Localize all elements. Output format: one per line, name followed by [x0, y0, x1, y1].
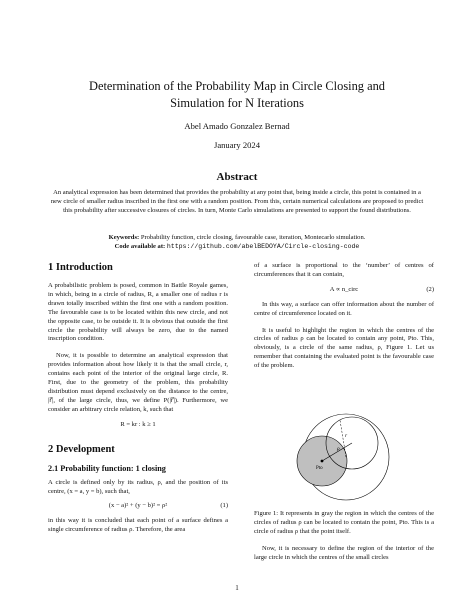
figure-label-r: r — [345, 433, 348, 439]
figure-caption: Figure 1: It represents in gray the region in which the centres of the circles of radius ρ can be located to contain the point, Pto. This is a circle of radius ρ that the point itself. — [254, 510, 434, 535]
point-pto — [321, 460, 324, 463]
keywords-label: Keywords: — [108, 234, 140, 241]
date: January 2024 — [213, 140, 261, 150]
code-link[interactable]: https://github.com/abelBEDOYA/Circle-closing-code — [166, 242, 360, 250]
section-heading-introduction: 1 Introduction — [48, 262, 113, 273]
figure-label-rho: ρ — [337, 446, 340, 452]
page-number: 1 — [235, 584, 239, 592]
abstract-heading: Abstract — [216, 171, 258, 183]
keywords-block — [0, 234, 474, 252]
keywords: Probability function, circle closing, favourable case, iteration, Montecarlo simulation. — [140, 234, 366, 241]
paragraph: in this way it is concluded that each point of a surface defines a single circumference of radius ρ. Therefore, the area — [48, 517, 228, 534]
paragraph: Now, it is necessary to define the region of the interior of the large circle in which the centres of the small circles — [254, 544, 434, 561]
right-column — [254, 262, 434, 371]
paragraph: It is useful to highlight the region in which the centres of the circles of radius ρ can be located to contain any point, Pto. This, obviously, is a circle of the same radius, ρ, Figure 1. Let us remember that containing the evaluated point is the favourable case of the problem. — [254, 326, 434, 370]
figure-label-pto: Pto — [316, 466, 323, 471]
abstract-text: An analytical expression has been determined that provides the probability at any point that, being inside a circle, this point is contained in a new circle of smaller radius inscribed in the first one with a random position. From this, certain numerical calculations are proposed to predict this probability after successive closures of circles. In turn, Monte Carlo simulations are presented to support the found distributions. — [50, 189, 424, 214]
paragraph: A circle is defined only by its radius, ρ, and the position of its centre, (x = a, y = b), such that, — [48, 478, 228, 495]
paragraph: Now, it is possible to determine an analytical expression that provides information about how likely it is that the small circle, r, contains each point of the interior of the original large circle, R. First, due to the geometry of the problem, this probability distribution must depend exclusively on the distance to the centre, |r⃗|, of the large circle, thus, we define P(|r⃗|). Furthermore, we consider an arbitrary circle relation, k, such that — [48, 352, 228, 413]
paragraph: In this way, a surface can offer information about the number of centre of circumference located on it. — [254, 300, 434, 317]
title-line-2: Simulation for N Iterations — [170, 95, 304, 110]
equation-number: (2) — [426, 285, 434, 293]
equation-2: A ∝ n_circ (2) — [329, 285, 434, 293]
equation-k: R = kr : k ≥ 1 — [120, 420, 156, 428]
figure-1 — [254, 413, 434, 503]
author: Abel Amado Gonzalez Bernad — [184, 121, 290, 131]
subsection-heading: 2.1 Probability function: 1 closing — [48, 463, 166, 473]
section-heading-development: 2 Development — [48, 443, 115, 455]
paragraph: of a surface is proportional to the ‘number’ of centres of circumferences that it can contain, — [254, 262, 434, 278]
paragraph: A probabilistic problem is posed, common in Battle Royale games, in which, being in a circle of radius, R, a smaller one of radius r is drawn totally inscribed within the first one with a random position. The favourable case is to be located within this new circle, and not the opposite case, to be outside it. It is obvious that outside the first circle the probability will always be zero, due to the named inscription condition. — [48, 282, 228, 343]
left-column — [48, 262, 228, 535]
title-line-1: Determination of the Probability Map in Circle Closing and — [89, 79, 385, 93]
code-label: Code available at: — [114, 242, 166, 250]
equation-number: (1) — [220, 502, 228, 510]
paper-title — [40, 78, 434, 111]
equation-1: (x − a)² + (y − b)² = ρ² (1) — [108, 502, 228, 510]
figure-caption-block — [254, 510, 434, 563]
